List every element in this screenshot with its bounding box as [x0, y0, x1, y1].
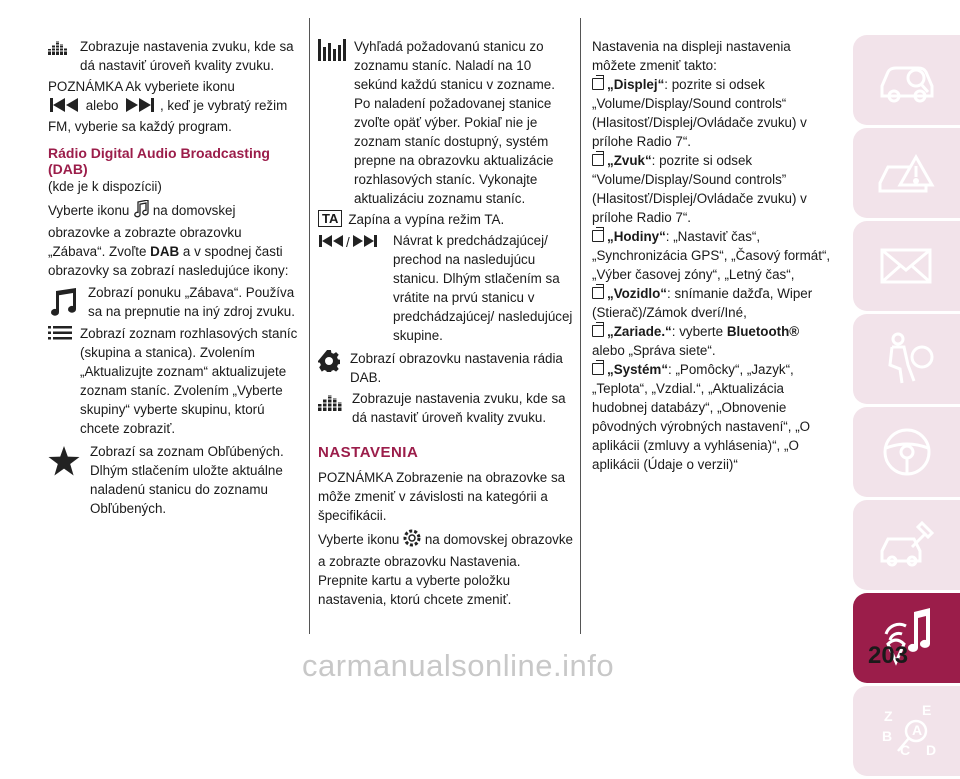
- section-heading-dab: Rádio Digital Audio Broadcasting (DAB): [48, 145, 270, 177]
- skip-icons: [318, 233, 393, 252]
- tab-index[interactable]: [853, 686, 960, 776]
- skip-item-text: Návrat k predchádzajúcej/ prechod na nasledujúcu stanicu. Dlhým stlačením sa vrátite na prvú stanicu v predchádzajúcej/ nasledujúcej skupine.: [393, 233, 573, 343]
- item-bold: Bluetooth®: [726, 324, 800, 339]
- item-label: „Zariade.“: [607, 324, 672, 339]
- item-text: : „Nastaviť čas“, „Synchronizácia GPS“, „Časový formát“, „Výber časovej zóny“, „Letný čas“,: [592, 229, 831, 282]
- favorites-item: [48, 442, 298, 518]
- note-fm-c: , keď je vybratý režim FM, vyberie sa každý program.: [48, 98, 288, 134]
- eq-item-2-text: Zobrazuje nastavenia zvuku, kde sa dá nastaviť úroveň kvality zvuku.: [352, 391, 566, 425]
- list-item: [592, 360, 832, 474]
- checkbox-icon: [592, 230, 604, 242]
- seatbelt-airbag-icon: [870, 325, 944, 393]
- item-text: : pozrite si odsek “Volume/Display/Sound controls” (Hlasitosť/Displej/Ovládače zvuku) v prílohe Radio 7“.: [592, 153, 807, 225]
- music-note-icon: [133, 200, 149, 223]
- svg-text:Z: Z: [883, 708, 893, 724]
- list-icon: [48, 326, 80, 345]
- checkbox-icon: [592, 325, 604, 337]
- settings-select-a: Vyberte ikonu: [318, 532, 400, 547]
- ta-badge: TA: [318, 210, 342, 227]
- svg-text:C: C: [899, 742, 910, 758]
- column-1: [48, 37, 298, 518]
- scan-item-text: Vyhľadá požadovanú stanicu zo zoznamu staníc. Naladí na 10 sekúnd každú stanicu v zozname. Po naladení požadovanej stanice zvoľte opäť výber. Pokiaľ nie je zoznam staníc dostupný, systém prepne na obrazovku aktualizácie rozhlasových staníc. Vykonajte aktualizáciu zoznamu staníc.: [354, 39, 555, 206]
- list-item: [48, 324, 298, 438]
- checkbox-icon: [592, 154, 604, 166]
- settings-intro: Nastavenia na displeji nastavenia môžete zmeniť takto:: [592, 39, 791, 73]
- item-text-2: alebo „Správa siete“.: [592, 343, 716, 358]
- list-item: [592, 284, 832, 322]
- favorites-item-text: Zobrazí sa zoznam Obľúbených. Dlhým stlačením uložte aktuálne naladenú stanicu do zoznamu Obľúbených.: [90, 444, 284, 516]
- scan-item: [318, 37, 574, 208]
- steering-wheel-icon: [870, 418, 944, 486]
- watermark: carmanualsonline.info: [302, 648, 615, 683]
- svg-text:E: E: [921, 702, 931, 718]
- list-item-text: Zobrazí zoznam rozhlasových staníc (skupina a stanica). Zvolením „Aktualizujte zoznam“ aktualizujete zoznam staníc. Zvolením „Vyberte skupiny“ vyberte skupinu, ktorú chcete zobraziť.: [80, 326, 298, 436]
- column-3: [592, 37, 832, 474]
- forward-icon: [122, 98, 156, 117]
- svg-text:B: B: [881, 728, 892, 744]
- dab-settings-text: Zobrazí obrazovku nastavenia rádia DAB.: [350, 351, 563, 385]
- item-label: „Hodiny“: [607, 229, 666, 244]
- gear-icon: [403, 529, 421, 552]
- tab-maintenance[interactable]: [853, 500, 960, 590]
- gear-icon: [318, 350, 350, 377]
- index-icon: [870, 697, 944, 765]
- checkbox-icon: [592, 287, 604, 299]
- select-text-c: a v spodnej časti obrazovky sa zobrazí nasledujúce ikony:: [48, 244, 289, 278]
- item-text: : snímanie dažďa, Wiper (Stierač)/Zámok dverí/Iné,: [592, 286, 813, 320]
- item-label: „Zvuk“: [607, 153, 652, 168]
- item-label: „Displej“: [607, 77, 665, 92]
- column-2: [318, 37, 574, 609]
- item-text: : pozrite si odsek „Volume/Display/Sound controls“ (Hlasitosť/Displej/Ovládače zvuku) v prílohe Radio 7“.: [592, 77, 807, 149]
- music-item: [48, 283, 298, 322]
- wrench-car-icon: [870, 511, 944, 579]
- tab-safety[interactable]: [853, 314, 960, 404]
- note-fm: [48, 77, 298, 136]
- tab-starting-driving[interactable]: [853, 407, 960, 497]
- tab-emergency[interactable]: [853, 221, 960, 311]
- note-fm-b: alebo: [85, 98, 119, 113]
- item-text: : „Pomôcky“, „Jazyk“, „Teplota“, „Vzdial.“, „Aktualizácia hudobnej databázy“, „Obnovenie pôvodných výrobných nastavení“, „O aplikácii (zmluvy a vyhlásenia)“, „O aplikácii (Údaje o verzii)“: [592, 362, 811, 472]
- music-item-text: Zobrazí ponuku „Zábava“. Používa sa na prepnutie na iný zdroj zvuku.: [88, 285, 295, 319]
- rewind-icon: [318, 235, 346, 247]
- tab-car[interactable]: [853, 35, 960, 125]
- tab-warning-lights[interactable]: [853, 128, 960, 218]
- item-label: „Systém“: [607, 362, 669, 377]
- eq-item: [48, 37, 298, 75]
- checkbox-icon: [592, 363, 604, 375]
- equalizer-icon: [318, 393, 352, 416]
- item-text: : vyberte: [671, 324, 727, 339]
- list-item: [592, 151, 832, 227]
- list-item: [592, 227, 832, 284]
- dab-settings-item: [318, 349, 574, 387]
- section-heading-settings: NASTAVENIA: [318, 444, 419, 461]
- checkbox-icon: [592, 78, 604, 90]
- settings-select-b: na domovskej obrazovke a zobrazte obrazovku Nastavenia. Prepnite kartu a vyberte položku nastavenia, ktorú chcete zmeniť.: [318, 532, 573, 607]
- eq-item-text: Zobrazuje nastavenia zvuku, kde sa dá nastaviť úroveň kvality zvuku.: [80, 39, 294, 73]
- select-text-b: na domovskej obrazovke a zobrazte obrazovku „Zábava“. Zvoľte: [48, 203, 242, 259]
- equalizer-icon: [48, 39, 70, 60]
- forward-icon: [350, 235, 378, 247]
- ta-item-text: Zapína a vypína režim TA.: [348, 212, 505, 227]
- star-icon: [48, 446, 90, 481]
- eq-item-2: [318, 389, 574, 427]
- skip-item: [318, 231, 574, 345]
- select-text-dab: DAB: [150, 244, 180, 259]
- page-number: 203: [868, 642, 909, 669]
- select-instructions: [48, 200, 298, 280]
- music-note-icon: [48, 287, 88, 322]
- envelope-icon: [870, 232, 944, 300]
- svg-text:A: A: [911, 722, 922, 738]
- settings-list: [592, 75, 832, 474]
- settings-note: POZNÁMKA Zobrazenie na obrazovke sa môže zmeniť v závislosti na kategórii a špecifikácii.: [318, 470, 566, 523]
- column-divider: [580, 18, 581, 634]
- ta-item: [318, 210, 574, 229]
- column-divider: [309, 18, 310, 634]
- car-icon: [870, 46, 944, 114]
- select-text-a: Vyberte ikonu: [48, 203, 130, 218]
- note-fm-a: POZNÁMKA Ak vyberiete ikonu: [48, 79, 235, 94]
- slash: /: [346, 235, 350, 250]
- item-label: „Vozidlo“: [607, 286, 668, 301]
- settings-select: [318, 529, 574, 609]
- rewind-icon: [48, 98, 82, 117]
- warning-light-icon: [870, 139, 944, 207]
- svg-text:D: D: [925, 742, 936, 758]
- list-item: [592, 322, 832, 360]
- list-item: [592, 75, 832, 151]
- scan-icon: [318, 39, 354, 66]
- section-subtitle: (kde je k dispozícii): [48, 179, 162, 194]
